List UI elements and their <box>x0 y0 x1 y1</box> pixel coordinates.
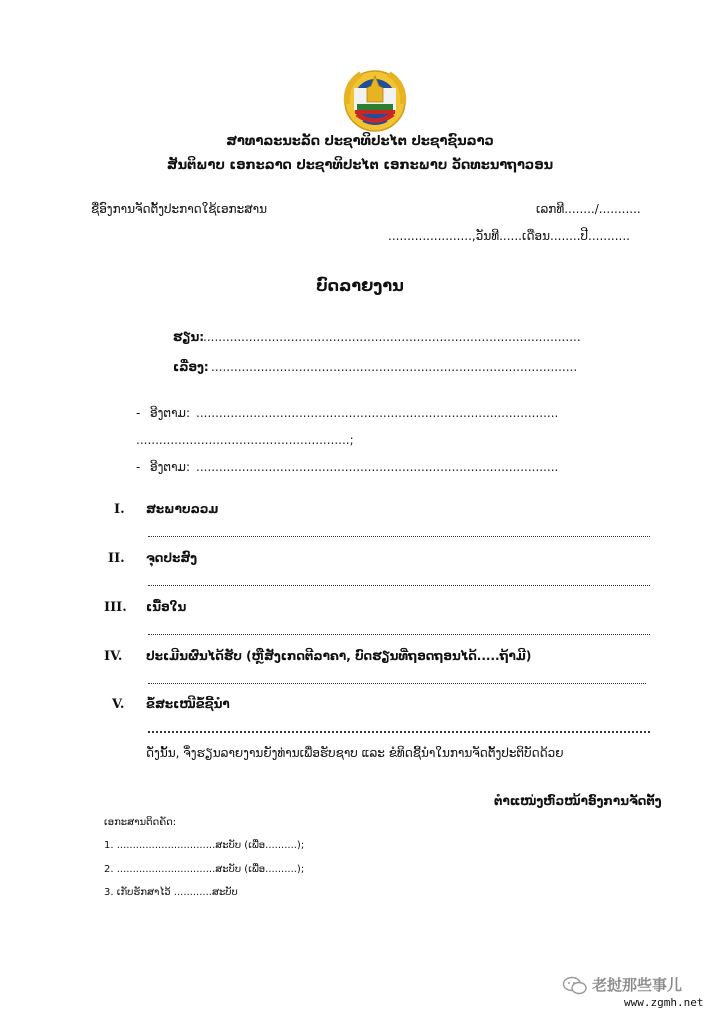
section-line-1 <box>148 536 650 537</box>
section-line-5 <box>148 731 650 733</box>
section-num-3: III. <box>104 600 127 615</box>
section-num-1: I. <box>114 502 125 517</box>
section-title-2: ຈຸດປະສົງ <box>146 551 198 565</box>
ref-dots-1-cont: ........................................................; <box>136 433 354 447</box>
section-title-1: ສະພາບລວມ <box>146 502 219 516</box>
ref-label-2: ອີງຕາມ: <box>150 460 191 474</box>
section-line-2 <box>148 585 650 586</box>
section-line-3 <box>148 634 650 635</box>
section-num-2: II. <box>108 551 125 566</box>
subject-dots: ................................................................................................ <box>211 360 578 374</box>
ref-dots-1: ............................................................................................... <box>196 406 559 420</box>
distribution-label: ເອກະສານຕິດຄັດ: <box>104 817 177 828</box>
watermark-url: www.zgmh.net <box>624 996 704 1009</box>
distribution-item-1: 1. ...............................ສະບັບ (ເພື່ອ..........); <box>104 840 305 851</box>
ref-dash-1: - <box>136 406 141 420</box>
report-title: ບົດລາຍງານ <box>316 276 404 295</box>
header-line-2: ສັນຕິພາບ ເອກະລາດ ປະຊາທິປະໄຕ ເອກະພາບ ວັດທະນາຖາວອນ <box>166 158 554 173</box>
section-title-3: ເນື້ອໃນ <box>146 600 187 614</box>
to-dots: ................................................................................................... <box>203 330 581 344</box>
national-emblem <box>339 66 411 136</box>
section-line-4 <box>148 683 646 684</box>
distribution-item-2: 2. ...............................ສະບັບ (ເພື່ອ..........); <box>104 864 305 875</box>
distribution-item-3: 3. ເກັບຮັກສາໄວ້ ............ສະບັບ <box>104 887 238 898</box>
wechat-icon <box>562 976 588 996</box>
issuing-org-label: ຊື່ອົງການຈັດຕັ້ງປະກາດໃຊ້ເອກະສານ <box>91 202 268 216</box>
section-title-5: ຂໍ້ສະເໜີຂໍ້ຊີ້ນຳ <box>146 697 230 711</box>
watermark-name: 老挝那些事儿 <box>592 976 683 994</box>
date-line: ......................,ວັນທີ......ເດືອນ........ປີ........... <box>388 229 630 243</box>
document-number: ເລກທີ......../........... <box>536 202 641 216</box>
to-label: ຮຽນ: <box>173 330 205 344</box>
ref-dots-2: ............................................................................................... <box>196 460 559 474</box>
closing-paragraph: ດັ່ງນັ້ນ, ຈຶ່ງຮຽນລາຍງານຍັງທ່ານເພື່ອຮັບຊາບ ແລະ ຂໍທິດຊີ້ນຳໃນການຈັດຕັ້ງປະຕິບັດດ້ວຍ <box>146 746 564 760</box>
ref-label-1: ອີງຕາມ: <box>150 406 191 420</box>
ref-dash-2: - <box>136 460 141 474</box>
section-num-4: IV. <box>104 649 123 664</box>
signature-title: ຕໍາແໜ່ງຫົວໜ້າອົງການຈັດຕັ້ງ <box>494 794 662 808</box>
header-line-1: ສາທາລະນະລັດ ປະຊາທິປະໄຕ ປະຊາຊົນລາວ <box>226 134 494 149</box>
subject-label: ເລື່ອງ: <box>173 360 209 374</box>
section-title-4: ປະເມີນຜົນໄດ້ຮັບ (ຫຼືສັງເກດຕີລາຄາ, ບົດຮຽນທີ່ຖອດຖອນໄດ້.....ຖ້າມີ) <box>146 649 532 663</box>
section-num-5: V. <box>112 697 125 712</box>
